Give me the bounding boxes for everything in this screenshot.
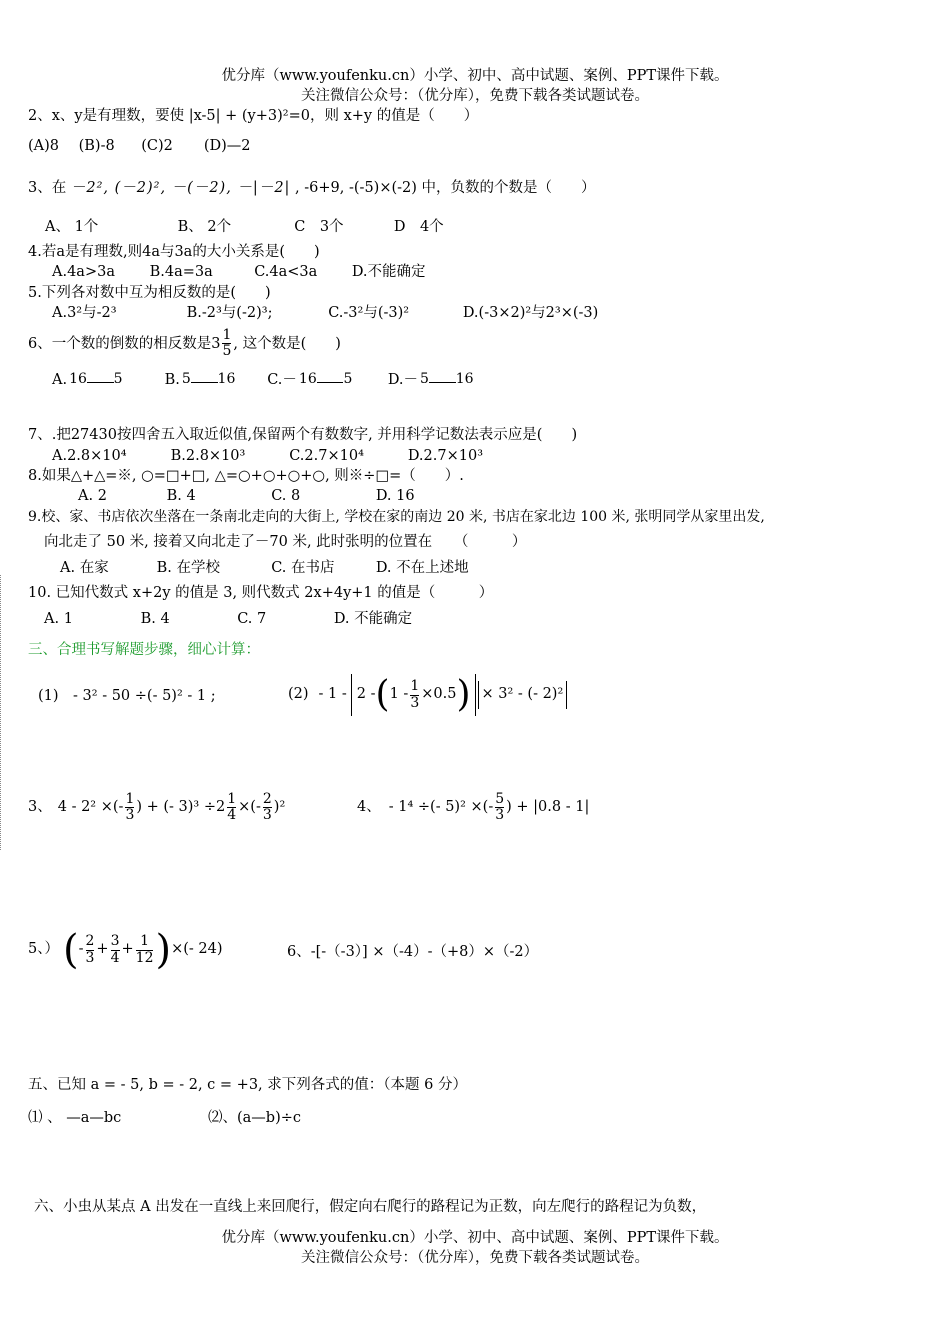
q2-option-a: (A)8 <box>28 138 60 154</box>
q9-option-c: C. 在书店 <box>271 560 335 576</box>
q10-stem: 10. 已知代数式 x+2y 的值是 3, 则代数式 2x+4y+1 的值是（ ） <box>28 585 494 601</box>
q8-option-d: D. 16 <box>375 488 415 504</box>
q6-mixed-den: 5 <box>222 343 232 360</box>
q5-option-c: C.-3²与(-3)² <box>328 305 410 321</box>
q6-options <box>52 371 474 389</box>
q7-option-d: D.2.7×10³ <box>407 448 484 464</box>
q2-option-c: (C)2 <box>141 138 173 154</box>
q10-options <box>44 611 412 628</box>
q2-option-b: (B)-8 <box>78 138 115 154</box>
q4-option-a: A.4a>3a <box>52 264 115 280</box>
q8-stem: 8.如果△+△=※, ○=□+□, △=○+○+○+○, 则※÷□=（ ）. <box>28 468 464 484</box>
q7-option-a: A.2.8×10⁴ <box>52 448 127 464</box>
q3-suffix: , -6+9, -(-5)×(-2) 中，负数的个数是（ ） <box>295 180 596 196</box>
problem-5: 5、） ( - $\frac{2}{3}$ + $\frac{3}{4}$ + $\frac{1}{12}$ ) ×(- 24) <box>28 927 223 973</box>
header-line-1: 优分库（www.youfenku.cn）小学、初中、高中试题、案例、PPT课件下载。 <box>221 68 729 84</box>
problem-2-label: (2) <box>288 686 309 703</box>
page-edge-line <box>0 575 2 850</box>
q4-option-c: C.4a<3a <box>254 264 318 280</box>
q9-option-d: D. 不在上述地 <box>375 560 469 576</box>
q9-stem-line-1: 9.校、家、书店依次坐落在一条南北走向的大街上, 学校在家的南边 20 米, 书店在家北边 100 米, 张明同学从家里出发, <box>28 509 765 525</box>
q4-option-b: B.4a=3a <box>149 264 213 280</box>
problem-2: (2) - 1 - 2 - ( 1 - $\frac{1}{3}$ ×0.5 ) × 3² - (- 2)² <box>288 674 567 716</box>
problem-3-label: 3、 <box>28 799 52 816</box>
q4-option-d: D.不能确定 <box>351 264 426 280</box>
q5-option-b: B.-2³与(-2)³; <box>186 305 273 321</box>
q3-option-c: C 3个 <box>294 219 344 235</box>
problem-4-label: 4、 <box>357 799 381 816</box>
q6-mixed-num: 1 <box>222 327 232 343</box>
q3-option-d: D 4个 <box>393 219 444 235</box>
q9-option-b: B. 在学校 <box>156 560 220 576</box>
q7-option-b: B.2.8×10³ <box>170 448 246 464</box>
q7-stem: 7、.把27430按四舍五入取近似值,保留两个有数数字, 并用科学记数法表示应是( ) <box>28 427 578 443</box>
q6-mixed-fraction <box>222 328 231 360</box>
problem-1: (1) - 3² - 50 ÷(- 5)² - 1 ; <box>38 688 216 704</box>
q10-option-b: B. 4 <box>140 611 170 627</box>
problem-3: 3、 4 - 2² ×(- $\frac{1}{3}$ ) + (- 3)³ ÷2 $\frac{1}{4}$ ×(- $\frac{2}{3}$ )² <box>28 791 286 824</box>
section5-problem-1: ⑴ 、 —a—bc <box>28 1110 122 1126</box>
q5-stem: 5.下列各对数中互为相反数的是( ) <box>28 285 271 301</box>
q9-option-a: A. 在家 <box>60 560 109 576</box>
q6-suffix: , 这个数是( ) <box>233 335 341 352</box>
q10-option-c: C. 7 <box>237 611 267 627</box>
q10-option-a: A. 1 <box>44 611 73 627</box>
q6-option-b: B. 5 16 <box>164 371 236 388</box>
q7-options <box>52 448 483 465</box>
q9-stem-line-2: 向北走了 50 米, 接着又向北走了－70 米, 此时张明的位置在 （ ） <box>44 534 527 550</box>
q5-option-a: A.3²与-2³ <box>52 305 117 321</box>
q8-option-c: C. 8 <box>271 488 301 504</box>
problem-5-label: 5、） <box>28 941 59 958</box>
q10-option-d: D. 不能确定 <box>333 611 413 627</box>
q4-stem: 4.若a是有理数,则4a与3a的大小关系是( ) <box>28 244 320 260</box>
problem-4: 4、 - 1⁴ ÷(- 5)² ×(- $\frac{5}{3}$ ) + |0.8 - 1| <box>357 791 590 824</box>
footer-line-1: 优分库（www.youfenku.cn）小学、初中、高中试题、案例、PPT课件下载。 <box>221 1230 729 1246</box>
footer-line-2: 关注微信公众号：（优分库），免费下载各类试题试卷。 <box>301 1250 649 1266</box>
q3-options <box>45 219 444 236</box>
q6-prefix: 6、一个数的倒数的相反数是3 <box>28 335 221 352</box>
q3-expression: －2², (－2)², －(－2), －|－2| <box>70 180 291 196</box>
q3-option-a: A、 1个 <box>45 219 99 235</box>
q6-option-d: D.－ 5 16 <box>387 371 474 388</box>
q3-option-b: B、 2个 <box>177 219 232 235</box>
q3-stem <box>28 180 596 197</box>
problem-2-fraction: $\frac{1}{3}$ <box>410 678 420 711</box>
q8-options <box>78 488 415 505</box>
q2-options <box>28 138 251 155</box>
q6-option-a: A. 16 5 <box>52 371 123 388</box>
q2-option-d: (D)—2 <box>203 138 251 154</box>
q6-stem <box>28 328 341 360</box>
section3-title: 三、合理书写解题步骤，细心计算： <box>28 642 260 658</box>
q5-option-d: D.(-3×2)²与2³×(-3) <box>462 305 599 321</box>
q9-options <box>60 560 469 577</box>
q8-option-a: A. 2 <box>78 488 107 504</box>
q4-options <box>52 264 426 281</box>
q6-option-c: C.－ 16 5 <box>267 371 353 388</box>
q2-stem: 2、x、y是有理数，要使 |x-5| + (y+3)²=0，则 x+y 的值是（ ） <box>28 108 479 124</box>
header-line-2: 关注微信公众号：（优分库），免费下载各类试题试卷。 <box>301 88 649 104</box>
q7-option-c: C.2.7×10⁴ <box>289 448 364 464</box>
problem-6: 6、-[-（-3）] ×（-4）-（+8）×（-2） <box>287 944 539 960</box>
q5-options <box>52 305 598 322</box>
section5-title: 五、已知 a = - 5, b = - 2, c = +3, 求下列各式的值：（本题 6 分） <box>28 1077 467 1093</box>
section5-problem-2: ⑵、(a—b)÷c <box>208 1110 302 1126</box>
section6-title: 六、小虫从某点 A 出发在一直线上来回爬行，假定向右爬行的路程记为正数，向左爬行的路程记为负数， <box>34 1199 707 1215</box>
q3-prefix: 3、在 <box>28 180 67 196</box>
q8-option-b: B. 4 <box>166 488 196 504</box>
